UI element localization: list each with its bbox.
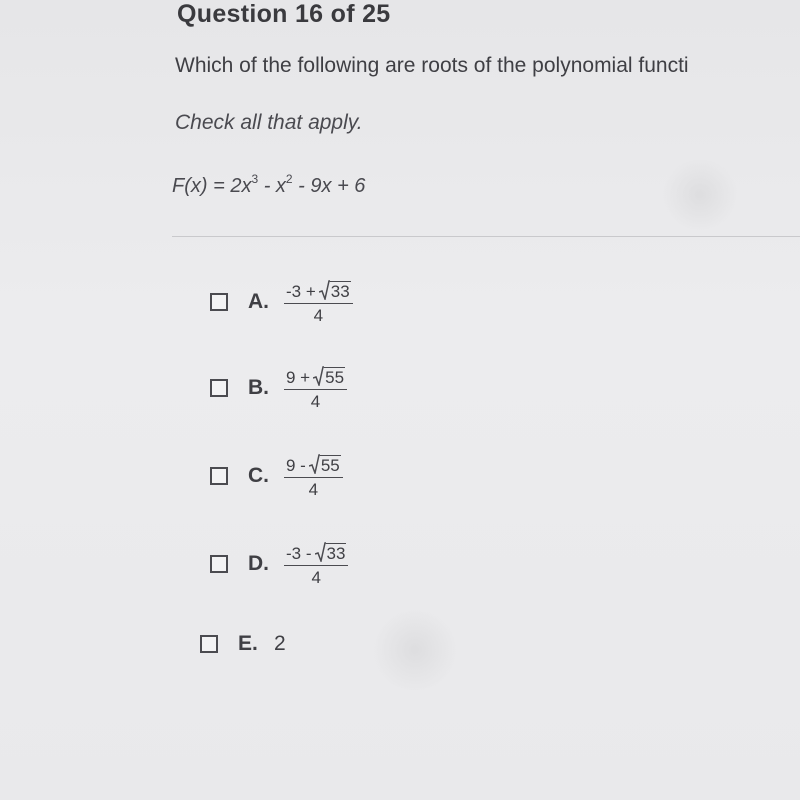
- fraction-denominator: 4: [311, 568, 321, 588]
- option-letter: D.: [248, 552, 269, 575]
- fraction-denominator: 4: [313, 306, 324, 326]
- equation-lhs: F(x) = 2x: [172, 175, 252, 197]
- fraction-numerator: [284, 366, 347, 389]
- fraction-denominator: 4: [310, 392, 321, 412]
- radicand: 55: [325, 367, 345, 387]
- answer-option-d[interactable]: [210, 542, 348, 586]
- section-divider: [172, 236, 800, 237]
- radicand: 33: [330, 281, 350, 301]
- answer-option-a[interactable]: [210, 280, 353, 324]
- option-value: 2: [274, 632, 286, 655]
- option-letter: A.: [248, 290, 269, 313]
- checkbox-icon[interactable]: [210, 293, 228, 311]
- fraction-denominator: 4: [308, 480, 319, 500]
- fraction-numerator: [284, 454, 343, 477]
- option-fraction: [284, 280, 353, 325]
- polynomial-equation: [172, 172, 365, 198]
- equation-exponent-cubed: 3: [251, 172, 259, 186]
- radicand: 55: [320, 455, 340, 475]
- screen-glare: [660, 160, 740, 230]
- numerator-prefix: 9 -: [286, 455, 306, 475]
- question-instruction: Check all that apply.: [175, 111, 363, 134]
- square-root-icon: [309, 454, 341, 474]
- numerator-prefix: 9 +: [286, 367, 311, 387]
- checkbox-icon[interactable]: [200, 635, 218, 653]
- option-letter: B.: [248, 376, 269, 399]
- question-prompt: Which of the following are roots of the polynomial functi: [175, 54, 689, 77]
- square-root-icon: [319, 280, 351, 300]
- numerator-prefix: -3 +: [286, 281, 316, 301]
- radicand: 33: [326, 543, 346, 563]
- checkbox-icon[interactable]: [210, 467, 228, 485]
- fraction-numerator: [284, 280, 353, 303]
- option-fraction: [284, 542, 348, 587]
- screen-glare: [370, 610, 460, 690]
- answer-option-c[interactable]: [210, 454, 343, 498]
- option-letter: C.: [248, 464, 269, 487]
- option-fraction: [284, 454, 343, 499]
- checkbox-icon[interactable]: [210, 379, 228, 397]
- option-letter: E.: [238, 632, 258, 655]
- question-counter: Question 16 of 25: [177, 0, 391, 28]
- square-root-icon: [313, 366, 345, 386]
- equation-rest: - 9x + 6: [292, 175, 366, 197]
- answer-option-b[interactable]: [210, 366, 347, 410]
- equation-middle: - x: [258, 175, 286, 197]
- option-fraction: [284, 366, 347, 411]
- square-root-icon: [315, 542, 347, 562]
- equation-exponent-squared: 2: [285, 172, 293, 186]
- checkbox-icon[interactable]: [210, 555, 228, 573]
- answer-option-e[interactable]: [200, 622, 286, 666]
- fraction-numerator: [284, 542, 348, 565]
- numerator-prefix: -3 -: [286, 543, 312, 563]
